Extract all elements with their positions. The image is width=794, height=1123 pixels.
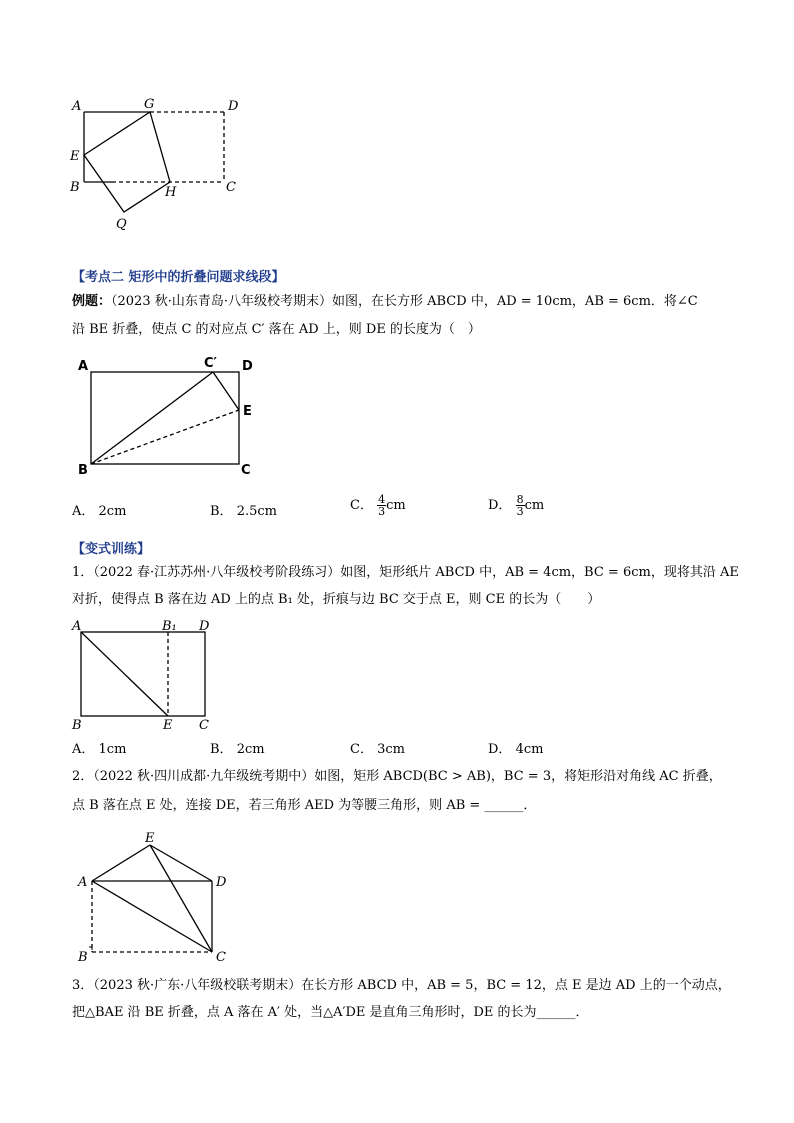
label-C: C — [216, 950, 226, 965]
label-E: E — [243, 404, 252, 419]
example-option-c: C． $\frac{4}{3}$ cm — [350, 493, 406, 518]
label-A: A — [72, 619, 82, 634]
fraction: $\frac{8}{3}$ — [516, 493, 524, 518]
label-C: C — [226, 180, 236, 195]
label-C: C — [241, 463, 251, 478]
label-E: E — [163, 718, 173, 733]
q2-line-2: 点 B 落在点 E 处，连接 DE，若三角形 AED 为等腰三角形，则 AB = ______． — [72, 798, 537, 813]
label-G: G — [144, 97, 155, 112]
practice-heading: 【变式训练】 — [72, 542, 151, 557]
section-heading: 【考点二 矩形中的折叠问题求线段】 — [72, 270, 285, 285]
label-B: B — [78, 950, 88, 965]
example-option-d: D． $\frac{8}{3}$ cm — [488, 493, 545, 518]
label-A: A — [78, 875, 88, 890]
example-line-2: 沿 BE 折叠，使点 C 的对应点 C′ 落在 AD 上，则 DE 的长度为（ ） — [72, 322, 481, 337]
label-B: B — [78, 463, 88, 478]
example-option-a: A． 2cm — [72, 504, 127, 519]
label-H: H — [165, 185, 177, 200]
q3-line-2: 把△BAE 沿 BE 折叠，点 A 落在 A′ 处，当△A′DE 是直角三角形时，DE 的长为______． — [72, 1005, 589, 1020]
q1-line-1: 1．（2022 春·江苏苏州·八年级校考阶段练习）如图，矩形纸片 ABCD 中，AB = 4cm，BC = 6cm，现将其沿 AE — [72, 565, 739, 580]
figure-q1 — [68, 617, 228, 733]
q1-option-d: D． 4cm — [488, 742, 544, 757]
q3-line-1: 3．（2023 秋·广东·八年级校联考期末）在长方形 ABCD 中，AB = 5，BC = 12，点 E 是边 AD 上的一个动点， — [72, 978, 731, 993]
example-text-1: （2023 秋·山东青岛·八年级校考期末）如图，在长方形 ABCD 中，AD = 10cm，AB = 6cm．将∠C — [111, 294, 698, 309]
figure-example — [72, 352, 272, 482]
label-A: A — [72, 99, 82, 114]
q1-line-2: 对折，使得点 B 落在边 AD 上的点 B₁ 处，折痕与边 BC 交于点 E，则 CE 的长为（ ） — [72, 592, 601, 607]
label-C: C — [199, 718, 209, 733]
label-D: D — [242, 359, 253, 374]
figure-square-fold — [60, 95, 260, 235]
label-A: A — [78, 359, 89, 374]
label-C-prime: C′ — [204, 356, 217, 371]
example-option-b: B． 2.5cm — [210, 504, 277, 519]
q1-option-a: A． 1cm — [72, 742, 127, 757]
label-B: B — [70, 180, 80, 195]
q2-line-1: 2．（2022 秋·四川成都·九年级统考期中）如图，矩形 ABCD(BC > AB)，BC = 3，将矩形沿对角线 AC 折叠， — [72, 769, 722, 784]
figure-q2 — [76, 830, 236, 964]
label-E: E — [70, 149, 80, 164]
fraction: $\frac{4}{3}$ — [378, 493, 386, 518]
label-D: D — [199, 619, 210, 634]
label-D: D — [228, 99, 239, 114]
label-B1: B₁ — [162, 619, 177, 634]
q1-option-b: B． 2cm — [210, 742, 265, 757]
label-D: D — [216, 875, 227, 890]
label-B: B — [72, 718, 82, 733]
example-line-1 — [72, 293, 698, 311]
example-label: 例题： — [72, 294, 112, 309]
label-E: E — [145, 831, 155, 846]
q1-option-c: C． 3cm — [350, 742, 405, 757]
label-Q: Q — [116, 217, 127, 232]
